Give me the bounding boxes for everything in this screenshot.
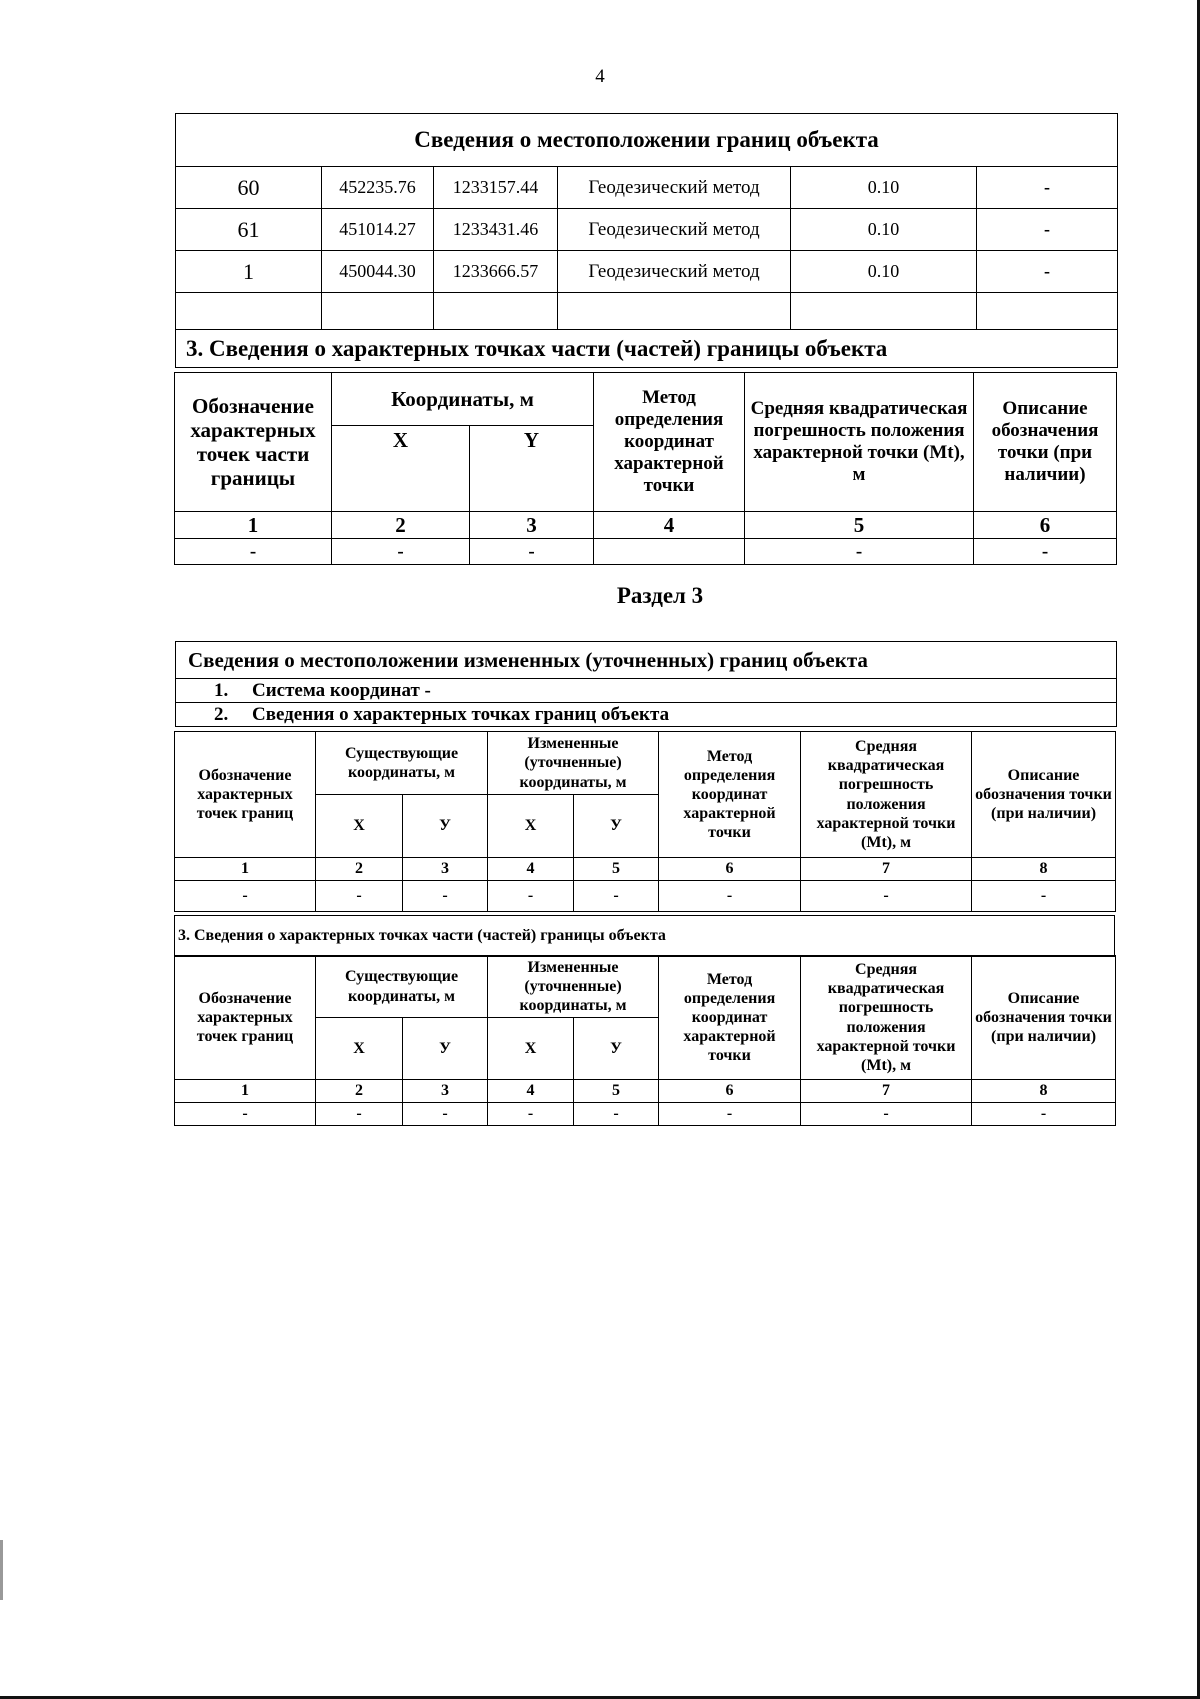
item-text: Сведения о характерных точках границ объекта [252,703,670,725]
cell-value [594,539,745,565]
table-row [175,881,1116,912]
changed-boundaries-title-table [175,641,1117,727]
accuracy: 0.10 [791,209,977,251]
header-method: Метод определения координат характерной точки [659,732,801,858]
description: - [977,209,1118,251]
table-row [175,539,1117,565]
coord-y: 1233431.46 [434,209,558,251]
coord-x: 452235.76 [322,167,434,209]
parts-points-table [174,372,1117,565]
coord-y: 1233666.57 [434,251,558,293]
header-method: Метод определения координат характерной точки [659,956,801,1080]
boundary-points-item [176,703,1117,727]
empty-row [176,293,1118,330]
column-number: 4 [488,858,574,881]
point-number: 61 [176,209,322,251]
table-row [176,251,1118,293]
cell-value: - [470,539,594,565]
point-number: 60 [176,167,322,209]
column-number: 4 [594,512,745,539]
method: Геодезический метод [558,251,791,293]
header-x: X [488,795,574,858]
header-point-designation: Обозначение характерных точек границ [175,956,316,1080]
table-row [175,1103,1116,1126]
coordinate-system-item [176,679,1117,703]
cell-value: - [175,539,332,565]
cell-value: - [974,539,1117,565]
header-accuracy: Средняя квадратическая погрешность положения характерной точки (Mt), м [801,732,972,858]
header-description: Описание обозначения точки (при наличии) [972,732,1116,858]
page-number: 4 [595,66,605,87]
header-x: X [316,795,403,858]
cell-value: - [659,1103,801,1126]
cell-value: - [659,881,801,912]
column-numbers-row [175,1080,1116,1103]
section3-parts-title-table [174,915,1115,957]
cell-value: - [175,881,316,912]
column-number: 8 [972,1080,1116,1103]
column-number: 1 [175,512,332,539]
cell-value: - [574,881,659,912]
method: Геодезический метод [558,209,791,251]
column-number: 1 [175,1080,316,1103]
column-number: 5 [574,858,659,881]
changed-boundary-points-table [174,731,1116,912]
item-number: 1. [214,679,229,701]
cell-value: - [972,881,1116,912]
cell-value: - [488,881,574,912]
boundary-location-table [175,113,1118,368]
cell-value: - [403,1103,488,1126]
section-heading: Раздел 3 [616,583,704,608]
header-accuracy: Средняя квадратическая погрешность положения характерной точки (Mt), м [801,956,972,1080]
header-method: Метод определения координат характерной точки [594,373,745,512]
accuracy: 0.10 [791,167,977,209]
column-number: 6 [659,1080,801,1103]
header-description: Описание обозначения точки (при наличии) [974,373,1117,512]
header-x: X [316,1018,403,1080]
column-number: 3 [470,512,594,539]
table-row [176,209,1118,251]
cell-value: - [972,1103,1116,1126]
header-y: У [574,795,659,858]
column-number: 5 [745,512,974,539]
point-number: 1 [176,251,322,293]
section3-title: Сведения о местоположении измененных (уточненных) границ объекта [176,642,1117,679]
cell-value: - [801,1103,972,1126]
cell-value: - [316,881,403,912]
column-number: 1 [175,858,316,881]
item-number: 2. [214,703,229,725]
header-x: X [332,426,470,512]
column-number: 3 [403,858,488,881]
cell-value: - [801,881,972,912]
coord-x: 450044.30 [322,251,434,293]
header-y: У [403,1018,488,1080]
cell-value: - [316,1103,403,1126]
header-point-designation: Обозначение характерных точек части границы [175,373,332,512]
cell-value: - [745,539,974,565]
column-number: 6 [659,858,801,881]
column-numbers-row [175,512,1117,539]
table-row [176,167,1118,209]
parts-section-title: 3. Сведения о характерных точках части (частей) границы объекта [176,330,1118,368]
scan-margin-mark [0,1540,3,1600]
column-number: 6 [974,512,1117,539]
section3-parts-title: 3. Сведения о характерных точках части (частей) границы объекта [175,916,1115,957]
header-changed-coords: Измененные (уточненные) координаты, м [488,956,659,1018]
cell-value: - [403,881,488,912]
header-accuracy: Средняя квадратическая погрешность положения характерной точки (Mt), м [745,373,974,512]
location-table-title: Сведения о местоположении границ объекта [176,114,1118,167]
header-coordinates: Координаты, м [332,373,594,426]
method: Геодезический метод [558,167,791,209]
header-y: У [403,795,488,858]
column-number: 2 [316,1080,403,1103]
column-number: 2 [316,858,403,881]
column-number: 8 [972,858,1116,881]
header-y: У [574,1018,659,1080]
column-number: 3 [403,1080,488,1103]
header-changed-coords: Измененные (уточненные) координаты, м [488,732,659,795]
column-number: 2 [332,512,470,539]
cell-value: - [175,1103,316,1126]
changed-parts-points-table [174,955,1116,1126]
cell-value: - [488,1103,574,1126]
header-existing-coords: Существующие координаты, м [316,732,488,795]
description: - [977,167,1118,209]
header-y: Y [470,426,594,512]
column-number: 7 [801,858,972,881]
header-x: X [488,1018,574,1080]
accuracy: 0.10 [791,251,977,293]
column-number: 5 [574,1080,659,1103]
column-number: 7 [801,1080,972,1103]
header-description: Описание обозначения точки (при наличии) [972,956,1116,1080]
coord-x: 451014.27 [322,209,434,251]
header-point-designation: Обозначение характерных точек границ [175,732,316,858]
coord-y: 1233157.44 [434,167,558,209]
description: - [977,251,1118,293]
item-text: Система координат - [252,679,431,701]
column-numbers-row [175,858,1116,881]
cell-value: - [574,1103,659,1126]
column-number: 4 [488,1080,574,1103]
cell-value: - [332,539,470,565]
header-existing-coords: Существующие координаты, м [316,956,488,1018]
